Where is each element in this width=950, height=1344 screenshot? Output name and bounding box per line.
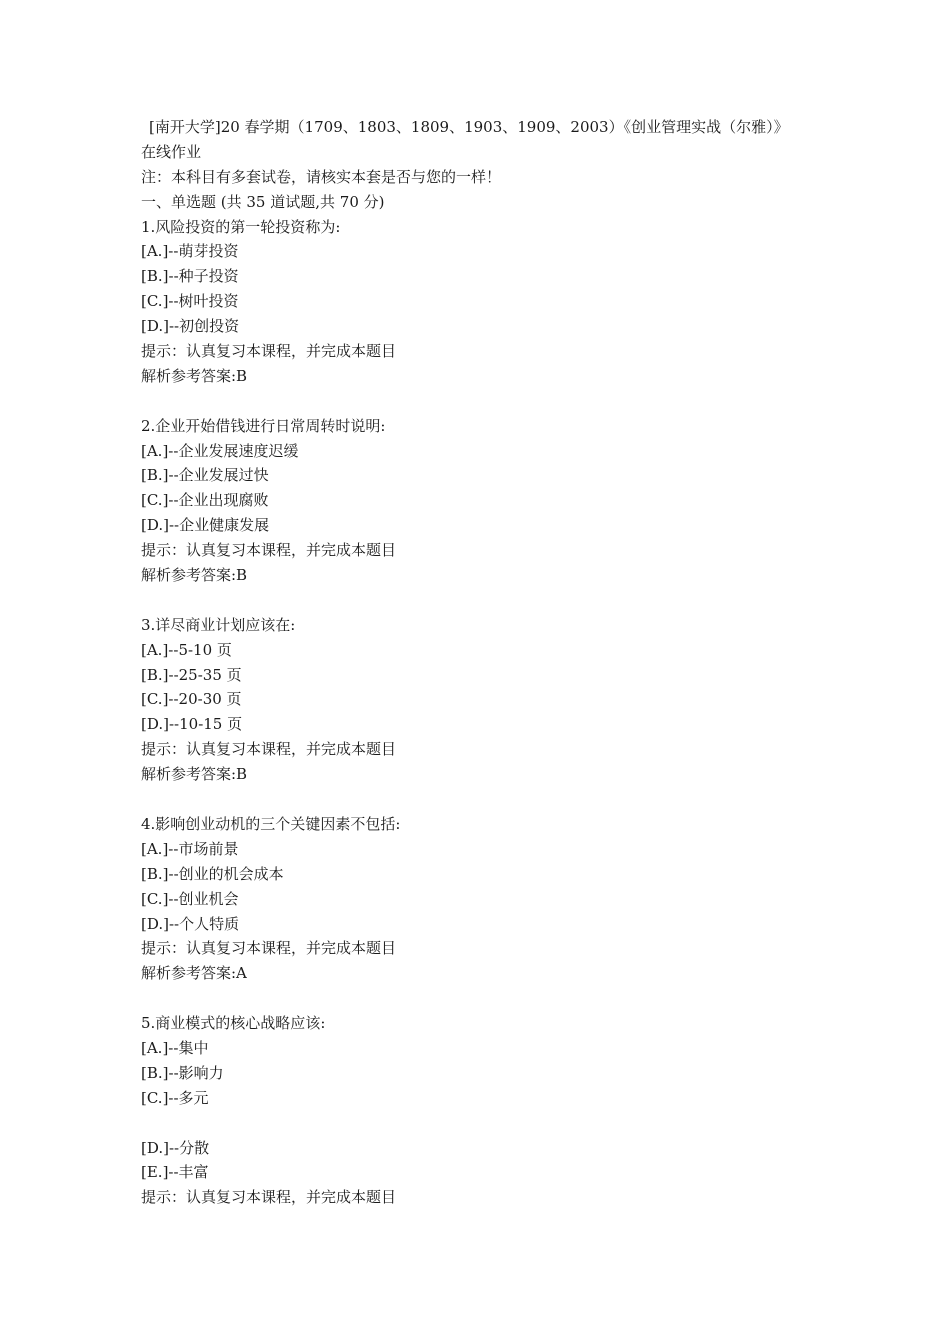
document-title-line-2: 在线作业	[141, 142, 202, 161]
option-c: [C.]--企业出现腐败	[141, 491, 269, 510]
option-b: [B.]--影响力	[141, 1063, 224, 1082]
option-b: [B.]--企业发展过快	[141, 466, 269, 485]
option-a: [A.]--萌芽投资	[141, 242, 239, 261]
option-a: [A.]--市场前景	[141, 839, 239, 858]
option-c: [C.]--20-30 页	[141, 690, 242, 709]
question-hint: 提示：认真复习本课程，并完成本题目	[141, 1188, 397, 1207]
spacer	[141, 389, 821, 414]
document-content	[141, 115, 821, 1210]
option-d: [D.]--10-15 页	[141, 715, 243, 734]
question-hint: 提示：认真复习本课程，并完成本题目	[141, 342, 397, 361]
question-stem: 2.企业开始借钱进行日常周转时说明:	[141, 416, 386, 435]
question-3	[141, 613, 821, 787]
question-stem: 5.商业模式的核心战略应该:	[141, 1014, 326, 1033]
spacer	[141, 588, 821, 613]
question-stem: 1.风险投资的第一轮投资称为:	[141, 217, 341, 236]
question-stem: 3.详尽商业计划应该在:	[141, 615, 296, 634]
document-title-line-1: [南开大学]20 春学期（1709、1803、1809、1903、1909、2003）《创业管理实战（尔雅）》	[149, 118, 789, 136]
question-stem: 4.影响创业动机的三个关键因素不包括:	[141, 814, 401, 833]
option-c: [C.]--多元	[141, 1088, 209, 1107]
document-note: 注：本科目有多套试卷，请核实本套是否与您的一样！	[141, 167, 502, 186]
option-b: [B.]--25-35 页	[141, 665, 242, 684]
option-c: [C.]--创业机会	[141, 889, 239, 908]
option-d: [D.]--分散	[141, 1138, 210, 1157]
question-hint: 提示：认真复习本课程，并完成本题目	[141, 541, 397, 560]
section-heading: 一、单选题 (共 35 道试题,共 70 分)	[141, 192, 385, 211]
question-5	[141, 1011, 821, 1210]
option-d: [D.]--个人特质	[141, 914, 240, 933]
question-answer: 解析参考答案:B	[141, 765, 248, 784]
question-hint: 提示：认真复习本课程，并完成本题目	[141, 740, 397, 759]
option-a: [A.]--5-10 页	[141, 640, 232, 659]
option-a: [A.]--企业发展速度迟缓	[141, 441, 299, 460]
option-e: [E.]--丰富	[141, 1163, 209, 1182]
question-2	[141, 414, 821, 588]
spacer	[141, 986, 821, 1011]
question-answer: 解析参考答案:B	[141, 566, 248, 585]
option-d: [D.]--初创投资	[141, 317, 240, 336]
option-c: [C.]--树叶投资	[141, 292, 239, 311]
spacer	[141, 1111, 821, 1136]
option-a: [A.]--集中	[141, 1038, 209, 1057]
option-d: [D.]--企业健康发展	[141, 516, 270, 535]
question-1	[141, 215, 821, 389]
option-b: [B.]--创业的机会成本	[141, 864, 284, 883]
question-hint: 提示：认真复习本课程，并完成本题目	[141, 939, 397, 958]
question-answer: 解析参考答案:B	[141, 366, 248, 385]
spacer	[141, 787, 821, 812]
option-b: [B.]--种子投资	[141, 267, 239, 286]
question-4	[141, 812, 821, 986]
question-answer: 解析参考答案:A	[141, 964, 247, 983]
